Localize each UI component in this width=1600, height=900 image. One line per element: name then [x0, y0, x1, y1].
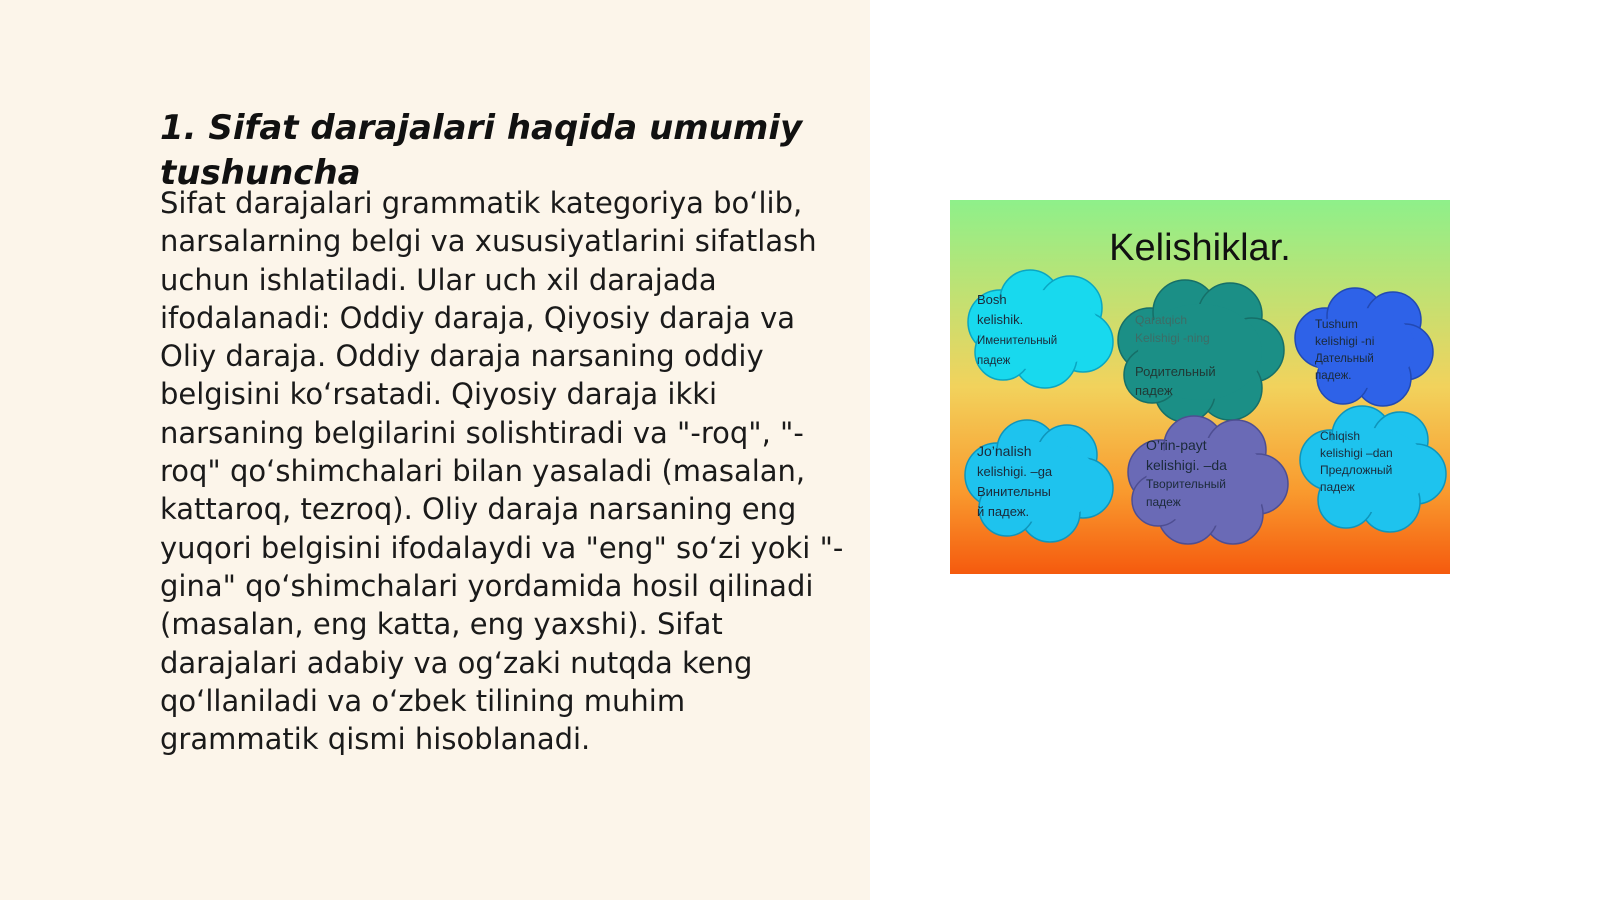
cloud-qaratqich-line-3: Родительный: [1135, 364, 1216, 379]
cloud-orin-payt-line-3: Творительный: [1146, 477, 1226, 491]
diagram-svg: [950, 200, 1450, 574]
cloud-jonalish-line-2: kelishigi. –ga: [977, 464, 1053, 479]
cloud-qaratqich-line-2: Kelishigi -ning: [1135, 331, 1210, 345]
cloud-qaratqich-line-1: Qaratqich: [1135, 313, 1188, 327]
cloud-bosh-line-4: падеж: [977, 355, 1011, 367]
cloud-chiqish-line-1: Chiqish: [1320, 429, 1361, 443]
cloud-tushum-line-3: Дательный: [1315, 353, 1374, 365]
cloud-orin-payt-line-1: O’rin-payt: [1146, 437, 1207, 453]
slide-body-text: Sifat darajalari grammatik kategoriya bo‘lib, narsalarning belgi va xususiyatlarini sifatlash uchun ishlatiladi. Ular uch xil darajada ifodalanadi: Oddiy daraja, Qiyosiy daraja va Oliy daraja. Oddiy daraja narsaning oddiy belgisini ko‘rsatadi. Qiyosiy daraja ikki narsaning belgilarini solishtiradi va "-roq", "-roq" qo‘shimchalari bilan yasaladi (masalan, kattaroq, tezroq). Oliy daraja narsaning eng yuqori belgisini ifodalaydi va "eng" so‘zi yoki "-gina" qo‘shimchalari yordamida hosil qilinadi (masalan, eng katta, eng yaxshi). Sifat darajalari adabiy va og‘zaki nutqda keng qo‘llaniladi va o‘zbek tilining muhim grammatik qismi hisoblanadi.: [160, 186, 844, 757]
cloud-tushum-line-4: падеж.: [1315, 370, 1352, 382]
cloud-orin-payt-line-4: падеж: [1146, 495, 1181, 509]
cloud-bosh-line-3: Именительный: [977, 335, 1058, 347]
cloud-bosh-line-1: Bosh: [977, 292, 1007, 307]
cloud-qaratqich-line-4: падеж: [1135, 383, 1173, 398]
slide-title: 1. Sifat darajalari haqida umumiy tushuncha: [160, 108, 803, 193]
cloud-jonalish-line-3: Винительны: [977, 484, 1051, 499]
cloud-chiqish-line-3: Предложный: [1320, 463, 1393, 477]
cloud-tushum-line-2: kelishigi -ni: [1315, 334, 1375, 348]
kelishiklar-diagram: [950, 200, 1450, 574]
cloud-chiqish-line-4: падеж: [1320, 480, 1355, 494]
cloud-jonalish-line-1: Jo’nalish: [977, 443, 1032, 459]
cloud-orin-payt-line-2: kelishigi. –da: [1146, 457, 1227, 473]
cloud-bosh-line-2: kelishik.: [977, 312, 1024, 327]
cloud-tushum-line-1: Tushum: [1315, 317, 1358, 331]
cloud-jonalish-line-4: й падеж.: [977, 504, 1030, 519]
diagram-title: Kelishiklar.: [1109, 227, 1291, 269]
cloud-chiqish-line-2: kelishigi –dan: [1320, 446, 1393, 460]
